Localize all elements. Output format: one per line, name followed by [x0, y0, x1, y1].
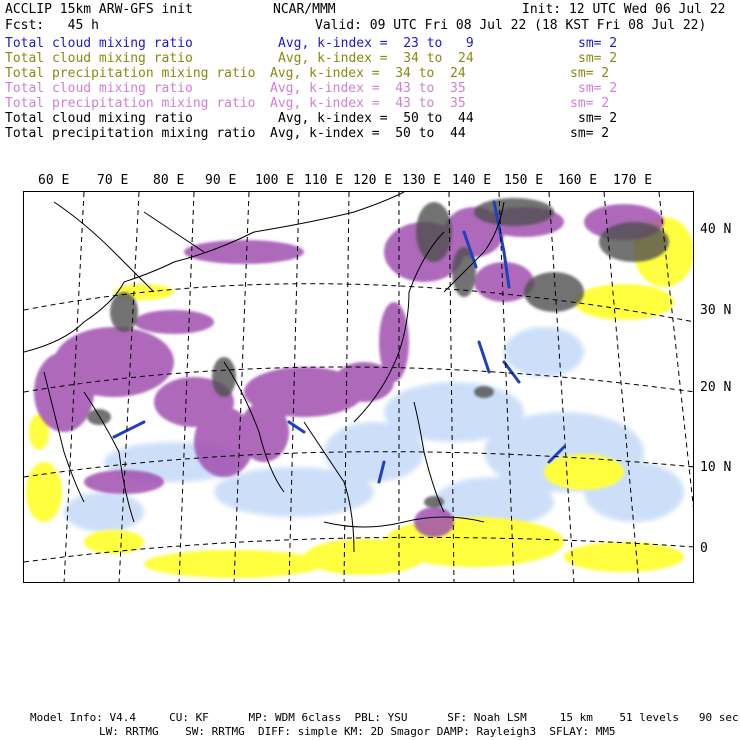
field-name: Total cloud mixing ratio: [5, 111, 193, 126]
lon-label: 130 E: [402, 173, 442, 188]
lon-label: 70 E: [97, 173, 129, 188]
lon-label: 170 E: [613, 173, 653, 188]
cloud-map: [24, 192, 694, 583]
valid-time: Valid: 09 UTC Fri 08 Jul 22 (18 KST Fri 08 Jul 22): [315, 18, 707, 33]
field-smoothing: sm= 2: [570, 96, 610, 111]
field-name: Total precipitation mixing ratio: [5, 96, 256, 111]
field-name: Total cloud mixing ratio: [5, 51, 193, 66]
field-smoothing: sm= 2: [578, 51, 618, 66]
field-name: Total cloud mixing ratio: [5, 36, 193, 51]
lon-label: 90 E: [205, 173, 237, 188]
field-desc: Avg, k-index = 23 to 9: [278, 36, 474, 51]
field-desc: Avg, k-index = 34 to 24: [270, 66, 466, 81]
title-left: ACCLIP 15km ARW-GFS init: [5, 2, 193, 17]
title-center: NCAR/MMM: [273, 2, 336, 17]
lon-label: 110 E: [304, 173, 344, 188]
lat-label: 0: [700, 541, 708, 556]
field-smoothing: sm= 2: [570, 126, 610, 141]
lat-label: 20 N: [700, 380, 732, 395]
field-name: Total precipitation mixing ratio: [5, 66, 256, 81]
lon-label: 160 E: [558, 173, 598, 188]
map-panel: [23, 191, 694, 583]
field-desc: Avg, k-index = 50 to 44: [270, 126, 466, 141]
field-desc: Avg, k-index = 43 to 35: [270, 96, 466, 111]
lon-label: 140 E: [452, 173, 492, 188]
lon-label: 100 E: [255, 173, 295, 188]
lon-label: 60 E: [38, 173, 70, 188]
lon-label: 120 E: [353, 173, 393, 188]
field-desc: Avg, k-index = 50 to 44: [278, 111, 474, 126]
field-name: Total cloud mixing ratio: [5, 81, 193, 96]
model-info: Model Info: V4.4 CU: KF MP: WDM 6class PBL: YSU SF: Noah LSM 15 km 51 levels 90 sec: [30, 711, 739, 724]
field-name: Total precipitation mixing ratio: [5, 126, 256, 141]
forecast-hour: Fcst: 45 h: [5, 18, 99, 33]
model-physics: LW: RRTMG SW: RRTMG DIFF: simple KM: 2D Smagor DAMP: Rayleigh3 SFLAY: MM5: [99, 725, 616, 738]
lon-label: 150 E: [504, 173, 544, 188]
lon-label: 80 E: [153, 173, 185, 188]
field-smoothing: sm= 2: [570, 66, 610, 81]
field-desc: Avg, k-index = 34 to 24: [278, 51, 474, 66]
field-desc: Avg, k-index = 43 to 35: [270, 81, 466, 96]
lat-label: 40 N: [700, 222, 732, 237]
init-time: Init: 12 UTC Wed 06 Jul 22: [522, 2, 726, 17]
lat-label: 30 N: [700, 303, 732, 318]
field-smoothing: sm= 2: [578, 81, 618, 96]
field-smoothing: sm= 2: [578, 36, 618, 51]
field-smoothing: sm= 2: [578, 111, 618, 126]
lat-label: 10 N: [700, 460, 732, 475]
